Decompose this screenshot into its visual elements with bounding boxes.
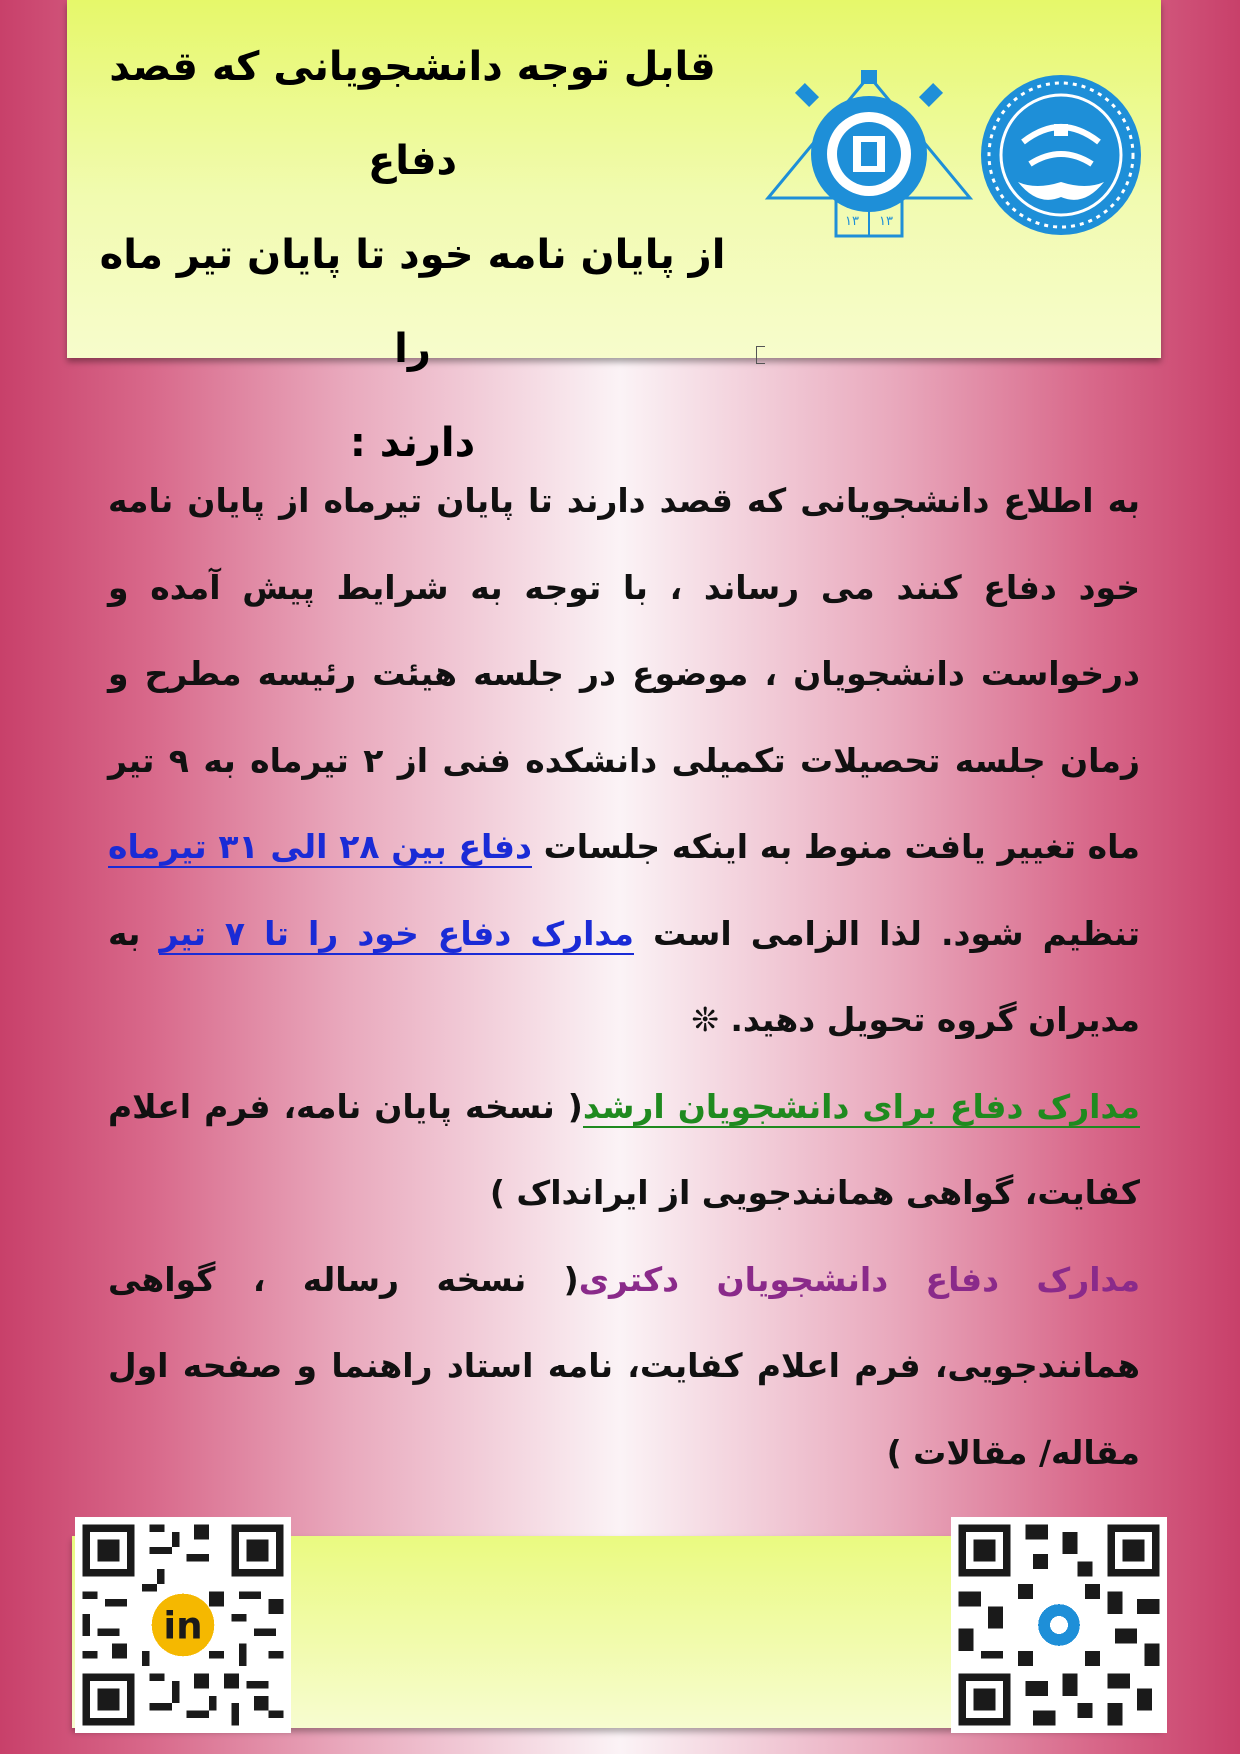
announcement-paragraph — [108, 458, 1140, 1064]
title-line-2: از پایان نامه خود تا پایان تیر ماه را — [99, 232, 726, 372]
phd-documents-paragraph — [108, 1237, 1140, 1497]
faculty-qr-code[interactable] — [951, 1517, 1167, 1733]
defense-date-range-link[interactable]: دفاع بین ۲۸ الی ۳۱ تیرماه — [108, 827, 532, 866]
paragraph-text-end: به مدیران گروه تحویل دهید. ❊ — [108, 913, 1140, 1039]
page-title — [95, 20, 730, 490]
linkedin-badge-label: in — [163, 1603, 203, 1648]
phd-documents-heading: مدارک دفاع دانشجویان دکتری — [578, 1259, 1141, 1299]
phd-documents-list: ( نسخه رساله ، گواهی همانندجویی، فرم اعلام کفایت، نامه استاد راهنما و صفحه اول مقاله/ مقالات ) — [108, 1259, 1140, 1472]
linkedin-qr-code[interactable] — [75, 1517, 291, 1733]
masters-documents-heading[interactable]: مدارک دفاع برای دانشجویان ارشد — [582, 1086, 1140, 1126]
masters-documents-list: ( نسخه پایان نامه، فرم اعلام کفایت، گواهی همانندجویی از ایرانداک ) — [108, 1086, 1140, 1212]
logo-year-left: ۱۳ — [845, 214, 859, 229]
text-cursor-mark — [756, 346, 765, 364]
documents-deadline-link[interactable]: مدارک دفاع خود را تا ۷ تیر — [159, 913, 634, 953]
university-of-tehran-logo — [978, 72, 1144, 238]
paragraph-text-mid: تنظیم شود. لذا الزامی است — [652, 913, 1140, 953]
faculty-of-engineering-logo — [760, 70, 978, 240]
title-line-1: قابل توجه دانشجویانی که قصد دفاع — [109, 44, 716, 184]
masters-documents-paragraph — [108, 1064, 1140, 1237]
paragraph-text: به اطلاع دانشجویانی که قصد دارند تا پایان تیرماه از پایان نامه خود دفاع کنند می رساند ، با توجه به شرایط پیش آمده و درخواست دانشجویان ، موضوع در جلسه هیئت رئیسه مطرح و زمان جلسه تحصیلات تکمیلی دانشکده فنی از ۲ تیرماه به ۹ تیر ماه تغییر یافت منوط به اینکه جلسات — [108, 481, 1140, 866]
title-line-3: دارند : — [349, 420, 476, 466]
announcement-body — [108, 458, 1140, 1496]
logo-year-right: ۱۳ — [879, 214, 893, 229]
